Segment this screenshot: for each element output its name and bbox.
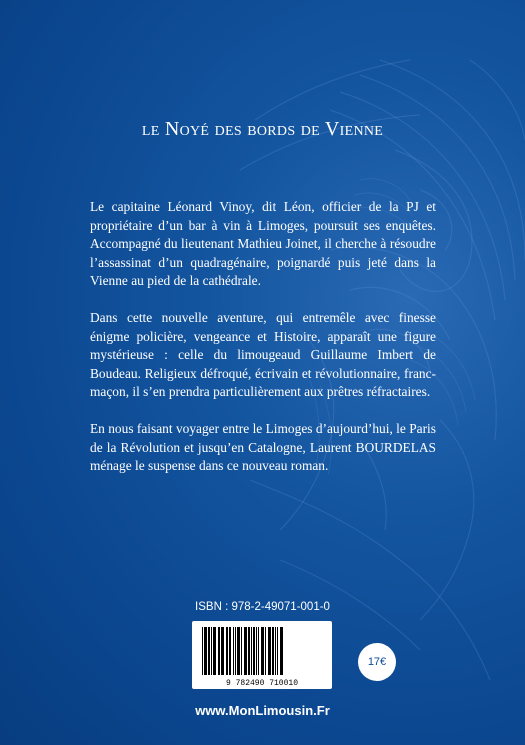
barcode-bar [211,627,212,675]
barcode-bar [272,627,274,675]
isbn-label: ISBN : 978-2-49071-001-0 [195,601,330,613]
barcode-bar [244,627,247,675]
blurb-paragraph: En nous faisant voyager entre le Limoges d’aujourd’hui, le Paris de la Révolution et jusqu’en Catalogne, Laurent BOURDELAS ménage le suspense dans ce nouveau roman. [90,420,436,474]
barcode [192,621,332,689]
blurb-paragraph: Le capitaine Léonard Vinoy, dit Léon, officier de la PJ et propriétaire d’un bar à vin à Limoges, poursuit ses enquêtes. Accompagné du lieutenant Mathieu Joinet, il cherche à résoudre l’assassinat d’un quadragénaire, poignardé puis jeté dans la Vienne au pied de la cathédrale. [90,199,436,289]
barcode-bar [275,627,276,675]
barcode-bar [235,627,236,675]
barcode-bar [213,627,216,675]
barcode-bar [253,627,255,675]
barcode-bar [265,627,266,675]
barcode-bar [204,627,207,675]
barcode-bar [258,627,259,675]
barcode-bar [233,627,234,675]
barcode-bar [268,627,271,675]
barcode-bar [202,627,203,675]
barcode-icon [192,621,332,689]
barcode-bar [277,627,278,675]
barcode-bar [208,627,210,675]
barcode-digits: 9 782490 710010 [225,679,299,688]
blurb [90,198,436,494]
blurb-paragraph: Dans cette nouvelle aventure, qui entremêle avec finesse énigme policière, vengeance et Histoire, apparaît une figure mystérieuse : celle du limougeaud Guillaume Imbert de Boudeau. Religieux défroqué, écrivain et révolutionnaire, franc-maçon, il s’en prendra particulièrement aux prêtres réfractaires. [90,309,436,400]
barcode-bar [241,627,242,675]
barcode-bar [229,627,231,675]
barcode-bar [218,627,220,675]
barcode-bar [221,627,224,675]
barcode-bar [256,627,257,675]
barcode-bar [226,627,228,675]
barcode-bar [251,627,252,675]
publisher-website: www.MonLimousin.Fr [195,703,330,718]
barcode-bar [261,627,264,675]
barcode-bar [280,627,283,675]
book-title: le Noyé des bords de Vienne [141,118,384,140]
price-badge: 17€ [358,643,396,681]
barcode-bar [237,627,240,675]
barcode-bar [248,627,250,675]
